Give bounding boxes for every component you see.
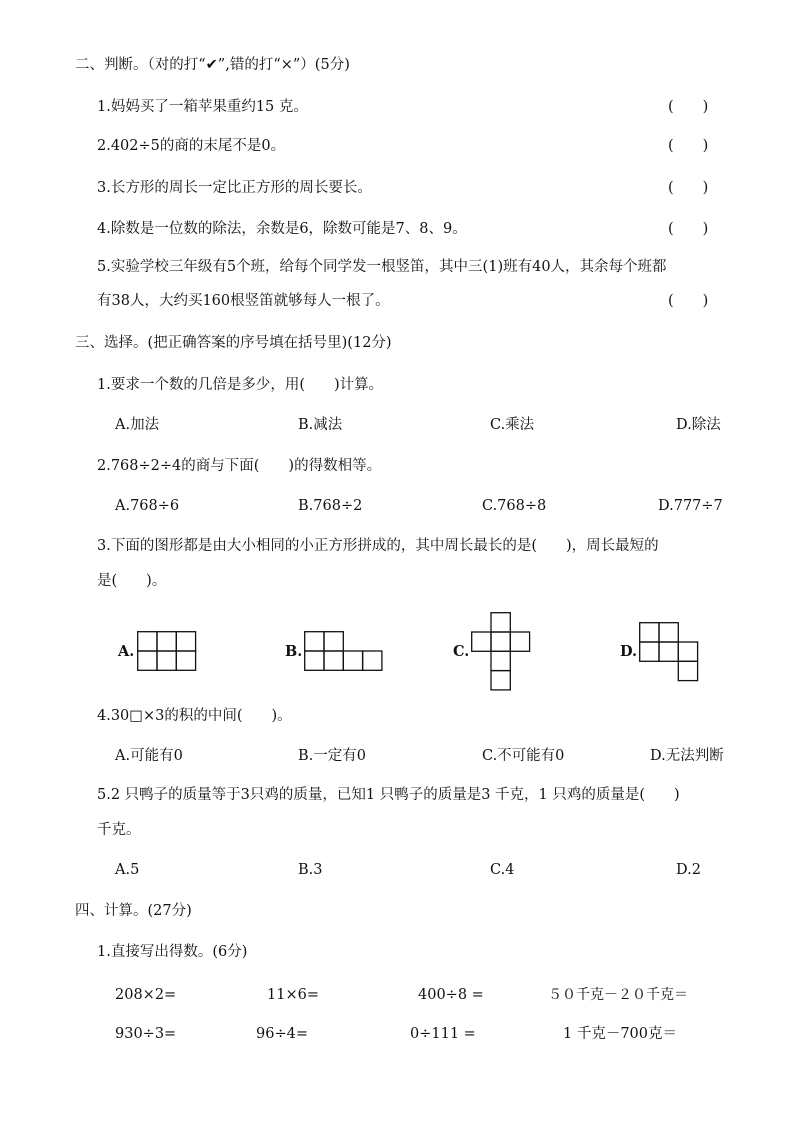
answer-blank-1: ( ) <box>668 99 709 115</box>
q1-option-a: A.加法 <box>115 417 160 433</box>
q5-option-d: D.2 <box>676 862 701 878</box>
q2-option-b: B.768÷2 <box>298 498 363 514</box>
q4-option-b: B.一定有0 <box>298 748 366 764</box>
answer-blank-4: ( ) <box>668 221 709 237</box>
section-4-title: 四、计算。(27分) <box>75 903 192 919</box>
calc-r1-3: 400÷8 = <box>418 987 484 1003</box>
figure-label-d: D. <box>620 643 638 660</box>
figure-c <box>471 612 531 692</box>
judge-item-4: 4.除数是一位数的除法，余数是6，除数可能是7、8、9。 <box>97 221 467 237</box>
choice-q4: 4.30□×3的积的中间( )。 <box>97 708 292 724</box>
judge-item-1: 1.妈妈买了一箱苹果重约15 克。 <box>97 99 308 115</box>
calc-r1-2: 11×6= <box>267 987 319 1003</box>
figure-label-c: C. <box>453 643 470 660</box>
q1-option-d: D.除法 <box>676 417 721 433</box>
choice-q3: 3.下面的图形都是由大小相同的小正方形拼成的，其中周长最长的是( )，周长最短的 <box>97 538 659 554</box>
q1-option-c: C.乘法 <box>490 417 535 433</box>
judge-item-5: 5.实验学校三年级有5个班，给每个同学发一根竖笛，其中三(1)班有40人，其余每个班都 <box>97 259 667 275</box>
choice-q5: 5.2 只鸭子的质量等于3只鸡的质量，已知1 只鸭子的质量是3 千克，1 只鸡的质量是( ) <box>97 787 680 803</box>
judge-item-3: 3.长方形的周长一定比正方形的周长要长。 <box>97 180 372 196</box>
figure-b <box>304 631 384 672</box>
answer-blank-3: ( ) <box>668 180 709 196</box>
calc-r2-3: 0÷111 = <box>410 1026 476 1042</box>
calc-r1-1: 208×2= <box>115 987 177 1003</box>
q5-option-c: C.4 <box>490 862 515 878</box>
q1-option-b: B.减法 <box>298 417 343 433</box>
figure-d <box>639 622 699 682</box>
q5-option-a: A.5 <box>115 862 140 878</box>
judge-item-5-cont: 有38人，大约买160根竖笛就够每人一根了。 <box>97 293 390 309</box>
q4-option-d: D.无法判断 <box>650 748 724 764</box>
answer-blank-5: ( ) <box>668 293 709 309</box>
answer-blank-2: ( ) <box>668 138 709 154</box>
calc-r1-4: ５０千克－２０千克＝ <box>548 987 688 1003</box>
q2-option-c: C.768÷8 <box>482 498 547 514</box>
section-2-title: 二、判断。（对的打“✔”,错的打“×”）(5分) <box>75 57 350 73</box>
q5-option-b: B.3 <box>298 862 323 878</box>
figure-a <box>137 631 197 672</box>
choice-q1: 1.要求一个数的几倍是多少，用( )计算。 <box>97 377 384 393</box>
choice-q5-cont: 千克。 <box>97 822 141 838</box>
choice-q3-cont: 是( )。 <box>97 573 167 589</box>
q2-option-a: A.768÷6 <box>115 498 180 514</box>
figure-label-b: B. <box>285 643 303 660</box>
calc-r2-4: 1 千克－700克＝ <box>563 1026 678 1042</box>
calc-r2-1: 930÷3= <box>115 1026 177 1042</box>
figure-label-a: A. <box>118 643 135 660</box>
judge-item-2: 2.402÷5的商的末尾不是0。 <box>97 138 286 154</box>
calc-r2-2: 96÷4= <box>256 1026 308 1042</box>
q4-option-c: C.不可能有0 <box>482 748 565 764</box>
choice-q2: 2.768÷2÷4的商与下面( )的得数相等。 <box>97 458 382 474</box>
q2-option-d: D.777÷7 <box>658 498 723 514</box>
q4-option-a: A.可能有0 <box>115 748 183 764</box>
section-3-title: 三、选择。(把正确答案的序号填在括号里)(12分) <box>75 335 392 351</box>
calc-sub-1: 1.直接写出得数。(6分) <box>97 944 248 960</box>
